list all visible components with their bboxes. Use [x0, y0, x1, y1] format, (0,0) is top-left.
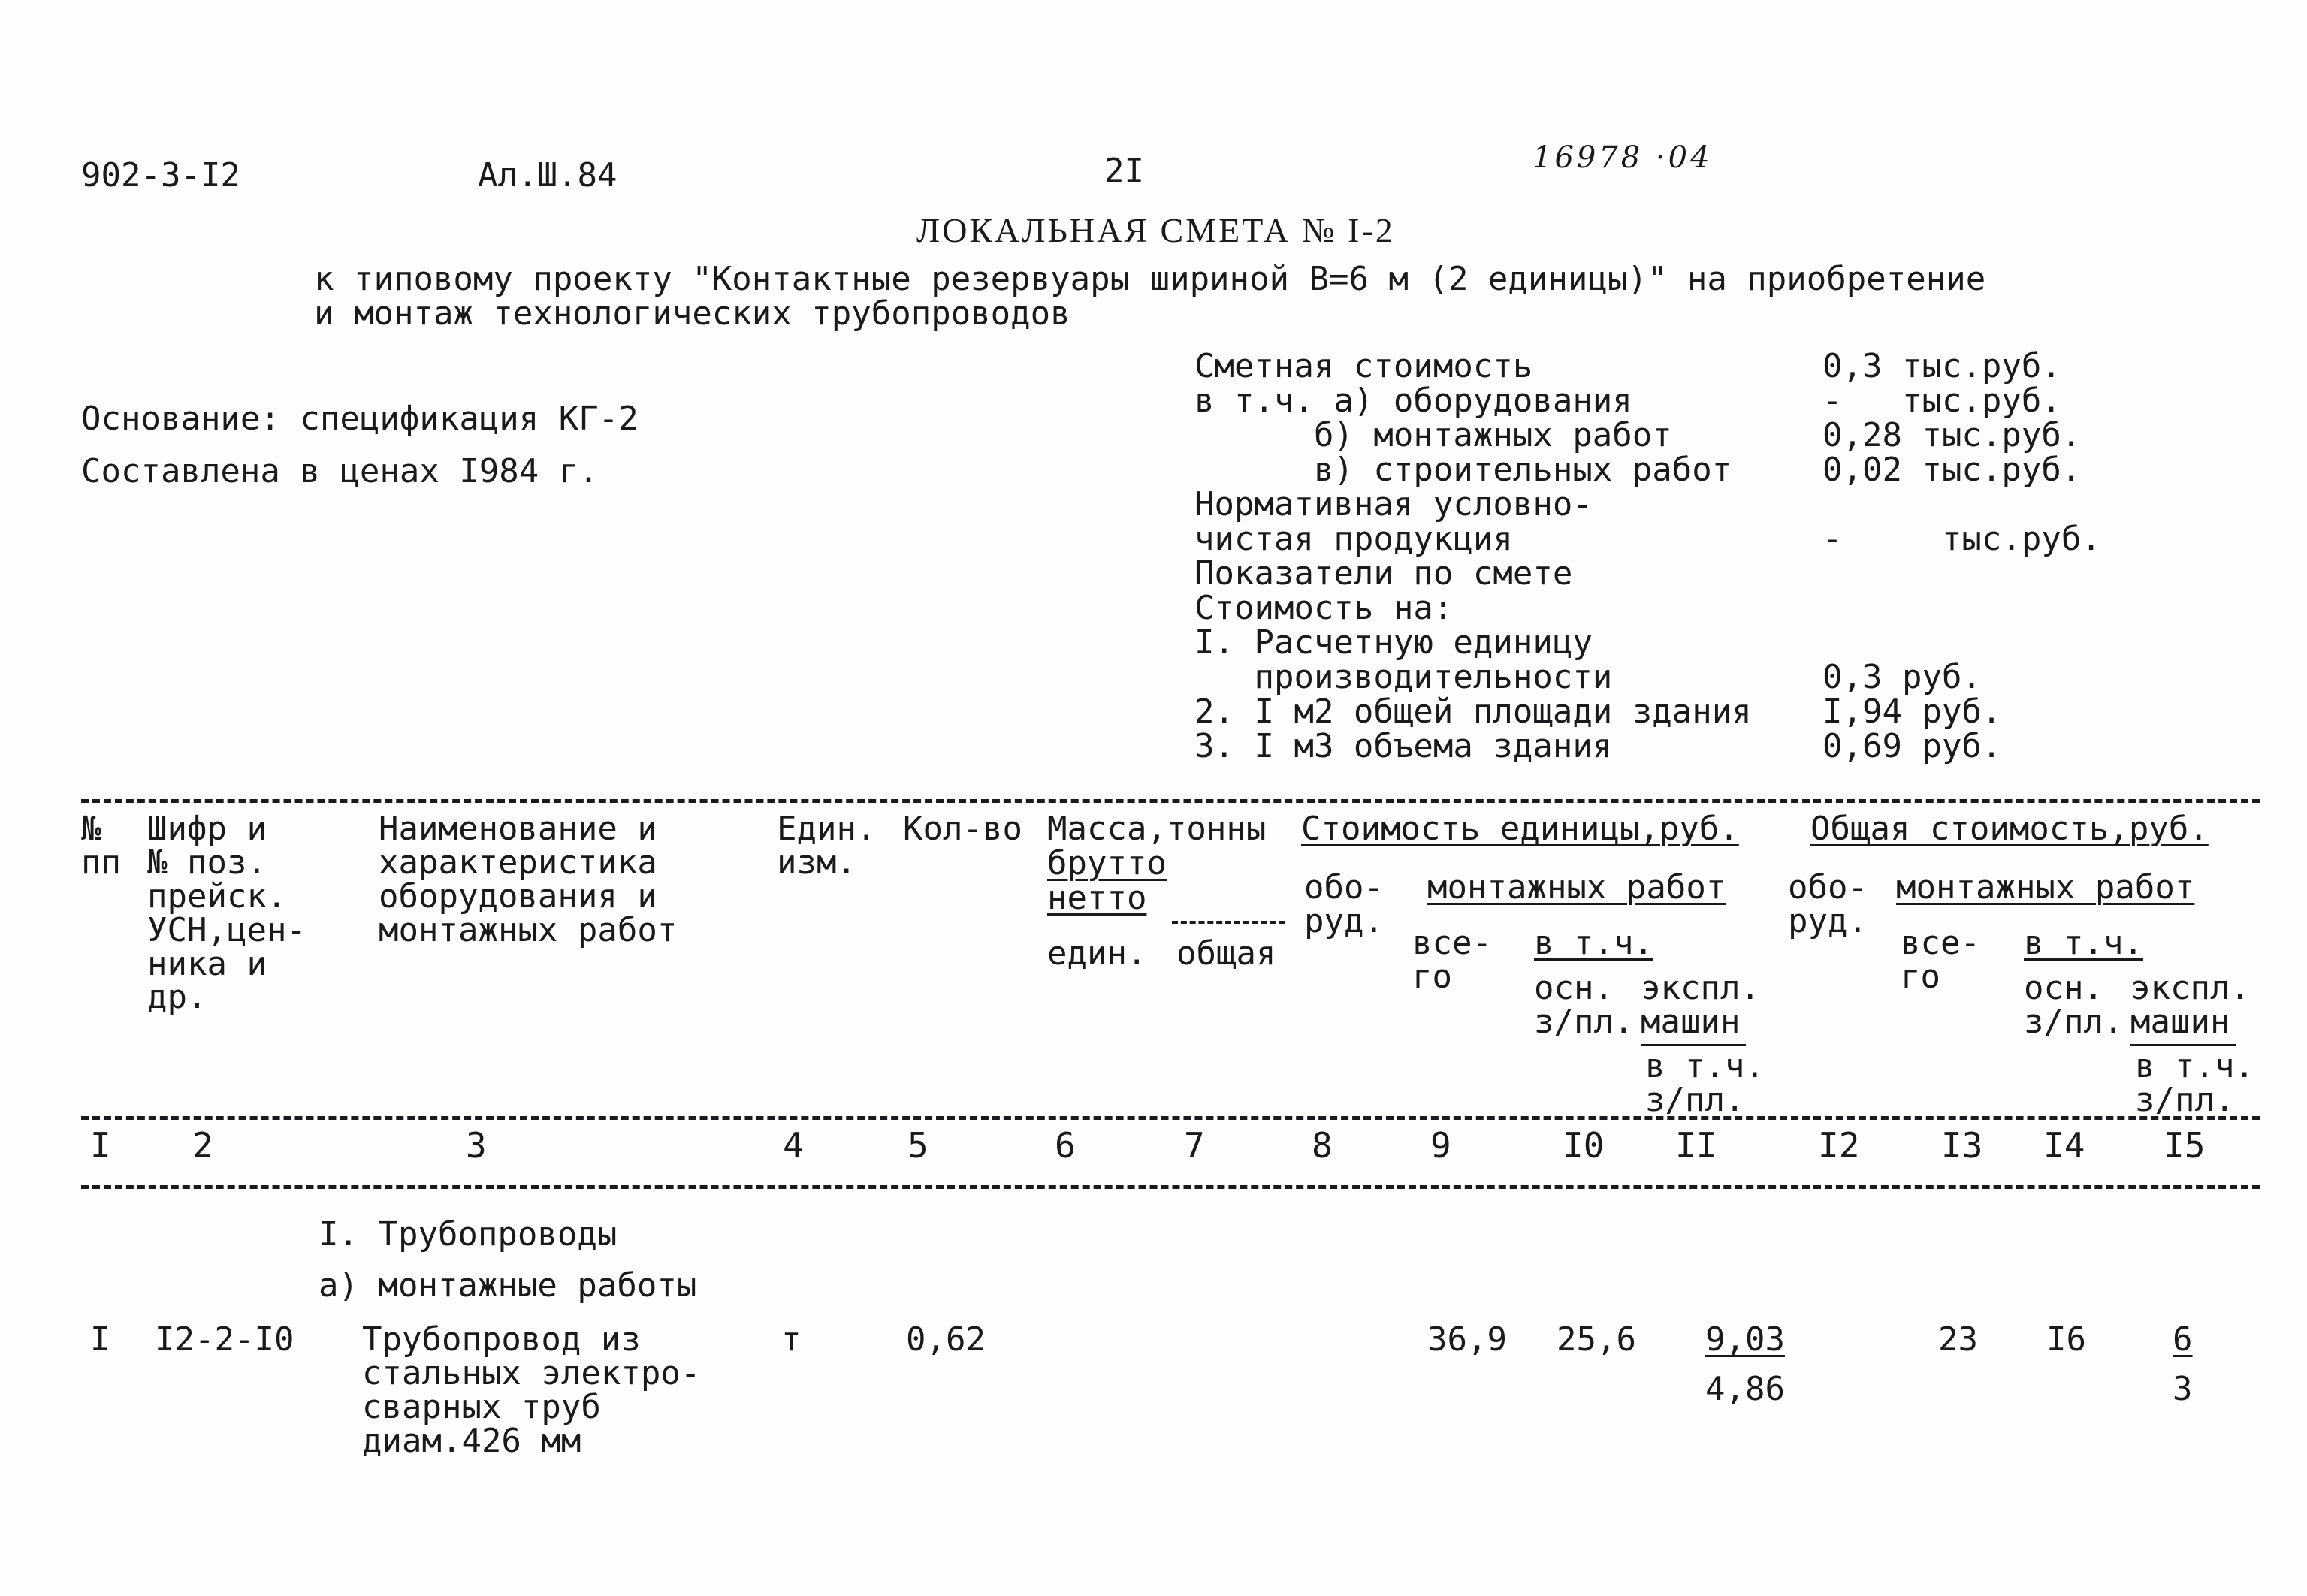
summary-label: б) монтажных работ [1194, 416, 1672, 454]
column-number: I3 [1941, 1125, 1983, 1166]
summary-label: Стоимость на: [1194, 589, 1454, 627]
summary-label: чистая продукция [1194, 520, 1513, 558]
column-number: 5 [907, 1125, 929, 1166]
col-unit-equip: обо- руд. [1304, 868, 1384, 940]
column-number: I2 [1818, 1125, 1860, 1166]
col-mass-netto: нетто [1047, 879, 1147, 917]
col-mass-brutto: брутто [1047, 844, 1167, 882]
col-unit-mount: монтажных работ [1427, 868, 1726, 907]
column-number: 6 [1055, 1125, 1076, 1166]
row-qty: 0,62 [906, 1320, 986, 1359]
album-number: Ал.Ш.84 [478, 156, 618, 195]
row-sum-machines-wages: 3 [2173, 1370, 2193, 1408]
summary-value: I,94 руб. [1822, 692, 2002, 731]
table-header-rule [81, 1116, 2260, 1120]
summary-label: Показатели по смете [1194, 554, 1573, 593]
unit-machines-divider [1641, 1044, 1746, 1046]
summary-label: Нормативная условно- [1194, 485, 1593, 523]
col-unit-header: Един. изм. [777, 810, 877, 882]
document-title: ЛОКАЛЬНАЯ СМЕТА № I-2 [916, 211, 1395, 249]
summary-value: - тыс.руб. [1822, 382, 2061, 420]
prices-text: Составлена в ценах I984 г. [81, 452, 599, 490]
col-name-header: Наименование и характеристика оборудования и монтажных работ [379, 810, 678, 949]
col-mass-total: общая [1176, 934, 1276, 973]
row-unit-machines-wages: 4,86 [1705, 1370, 1785, 1408]
column-number: I4 [2043, 1125, 2085, 1166]
subtitle-line-1: к типовому проекту "Контактные резервуары шириной В=6 м (2 единицы)" на приобретение [314, 260, 1986, 298]
column-number: 9 [1430, 1125, 1451, 1166]
document-code: 902-3-I2 [81, 156, 240, 195]
subtitle-line-2: и монтаж технологических трубопроводов [314, 294, 1070, 333]
col-unit-cost-header: Стоимость единицы,руб. [1301, 810, 1739, 848]
col-total-equip: обо- руд. [1788, 868, 1868, 940]
summary-value: 0,69 руб. [1822, 727, 2002, 765]
column-number: I [90, 1125, 111, 1166]
col-total-cost-header: Общая стоимость,руб. [1810, 810, 2209, 848]
col-unit-total: все- го [1412, 924, 1492, 996]
row-unit-machines: 9,03 [1705, 1320, 1785, 1359]
summary-label: 2. I м2 общей площади здания [1194, 692, 1752, 731]
summary-label: производительности [1194, 658, 1613, 696]
row-sum-wages: I6 [2046, 1320, 2086, 1359]
summary-value: 0,3 тыс.руб. [1822, 347, 2061, 385]
col-mass-unit: един. [1047, 934, 1147, 973]
col-code-header: Шифр и № поз. прейск. УСН,цен- ника и др. [147, 810, 306, 1017]
row-name: Трубопровод из стальных электро- сварных труб диам.426 мм [362, 1320, 701, 1460]
col-total-mount: монтажных работ [1896, 868, 2195, 907]
column-number: 4 [783, 1125, 804, 1166]
col-total-incl: в т.ч. [2024, 924, 2143, 962]
column-number: 8 [1312, 1125, 1333, 1166]
col-qty-header: Кол-во [903, 810, 1022, 848]
col-mass-header: Масса,тонны [1047, 810, 1267, 848]
column-number: 3 [466, 1125, 487, 1166]
table-top-rule [81, 799, 2260, 803]
col-number-header: № пп [81, 810, 121, 882]
row-unit-wages: 25,6 [1557, 1320, 1636, 1359]
basis-text: Основание: спецификация КГ-2 [81, 400, 639, 438]
column-number: I5 [2164, 1125, 2206, 1166]
row-unit-total: 36,9 [1427, 1320, 1507, 1359]
col-unit-incl: в т.ч. [1534, 924, 1653, 962]
column-number: I0 [1563, 1125, 1605, 1166]
col-total-wages: осн. з/пл. [2024, 969, 2124, 1041]
column-number: II [1675, 1125, 1717, 1166]
mass-divider [1172, 921, 1285, 924]
summary-label: I. Расчетную единицу [1194, 623, 1593, 662]
col-total-total: все- го [1901, 924, 1980, 996]
summary-label: 3. I м3 объема здания [1194, 727, 1613, 765]
summary-value: 0,3 руб. [1822, 658, 1982, 696]
row-unit: т [781, 1320, 802, 1359]
summary-value: 0,02 тыс.руб. [1822, 451, 2082, 489]
summary-label: Сметная стоимость [1194, 347, 1533, 385]
row-sum-machines: 6 [2173, 1320, 2193, 1359]
row-code: I2-2-I0 [155, 1320, 294, 1359]
column-number: 7 [1184, 1125, 1205, 1166]
col-total-machines-wages: в т.ч. з/пл. [2135, 1047, 2254, 1119]
total-machines-divider [2130, 1044, 2236, 1046]
table-numbers-rule [81, 1185, 2260, 1189]
col-total-machines: экспл. машин [2130, 969, 2250, 1041]
column-number: 2 [192, 1125, 213, 1166]
summary-value: 0,28 тыс.руб. [1822, 416, 2082, 454]
row-number: I [90, 1320, 110, 1359]
row-sum-total: 23 [1938, 1320, 1978, 1359]
summary-label: в) строительных работ [1194, 451, 1732, 489]
summary-label: в т.ч. а) оборудования [1194, 382, 1632, 420]
col-unit-wages: осн. з/пл. [1534, 969, 1634, 1041]
col-unit-machines-wages: в т.ч. з/пл. [1645, 1047, 1765, 1119]
col-unit-machines: экспл. машин [1641, 969, 1760, 1041]
summary-value: - тыс.руб. [1822, 520, 2101, 558]
subsection-heading: а) монтажные работы [319, 1266, 697, 1305]
handwritten-number: 16978 ·04 [1532, 140, 1713, 175]
section-heading: I. Трубопроводы [319, 1215, 618, 1254]
page-number: 2I [1104, 152, 1144, 190]
